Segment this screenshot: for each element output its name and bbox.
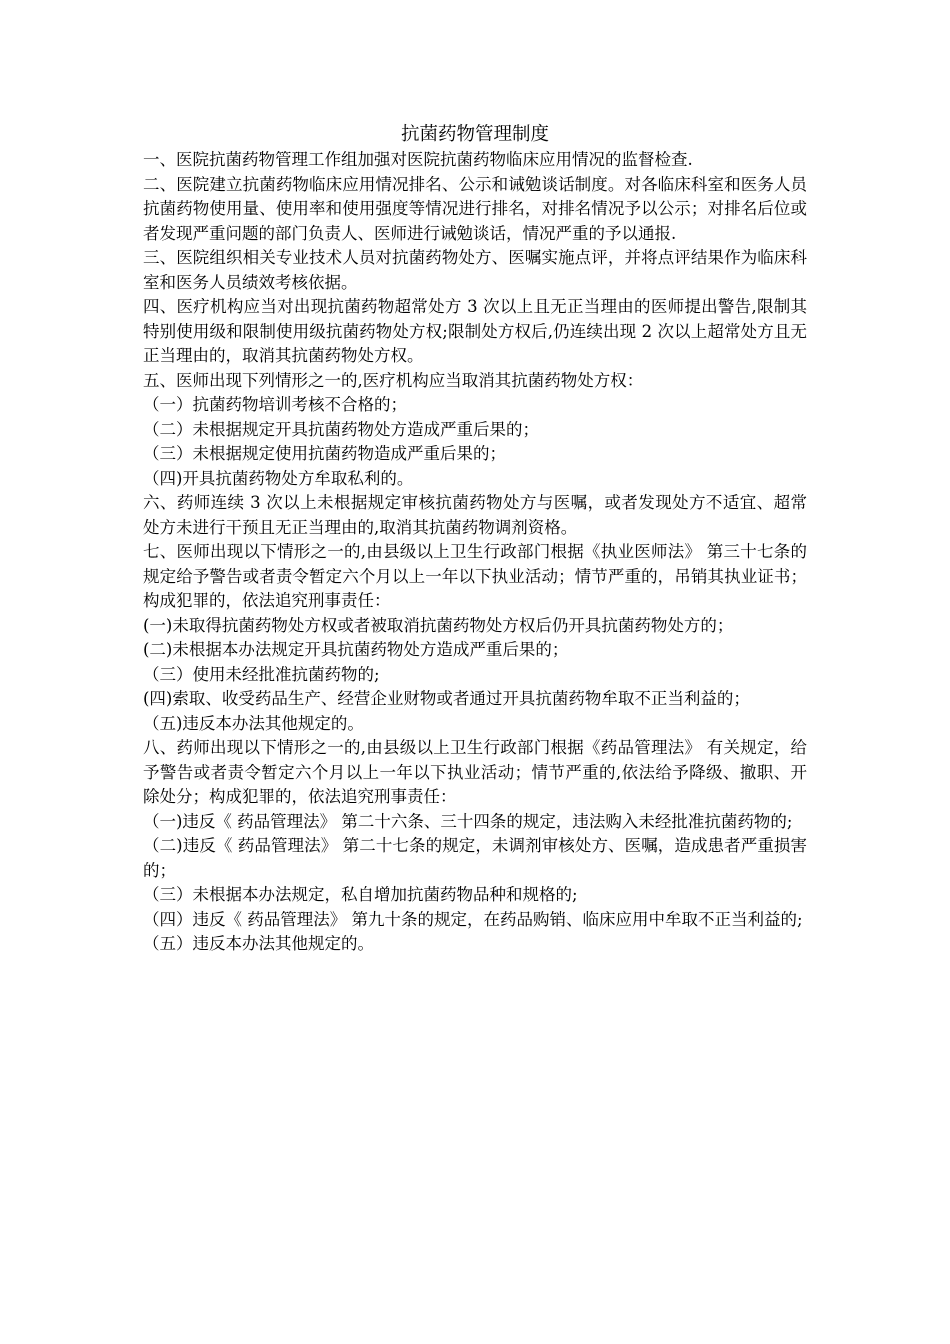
paragraph-7-item-5: （五)违反本办法其他规定的。 bbox=[143, 713, 364, 733]
paragraph-7-item-2: (二)未根据本办法规定开具抗菌药物处方造成严重后果的； bbox=[143, 640, 569, 659]
paragraph-5: 五、医师出现下列情形之一的,医疗机构应当取消其抗菌药物处方权： bbox=[143, 370, 644, 390]
paragraph-5-item-2: （二）未根据规定开具抗菌药物处方造成严重后果的； bbox=[143, 419, 539, 439]
paragraph-6: 六、药师连续 3 次以上未根据规定审核抗菌药物处方与医嘱，或者发现处方不适宜、超常处方未进行干预且无正当理由的,取消其抗菌药物调剂资格。 bbox=[143, 493, 807, 537]
paragraph-5-item-1: （一）抗菌药物培训考核不合格的； bbox=[143, 395, 407, 414]
paragraph-4: 四、医疗机构应当对出现抗菌药物超常处方 3 次以上且无正当理由的医师提出警告,限制其特别使用级和限制使用级抗菌药物处方权;限制处方权后,仍连续出现 2 次以上超常处方且无正当理由的，取消其抗菌药物处方权。 bbox=[143, 297, 807, 365]
paragraph-7: 七、医师出现以下情形之一的,由县级以上卫生行政部门根据《执业医师法》 第三十七条的规定给予警告或者责令暂定六个月以上一年以下执业活动；情节严重的，吊销其执业证书；构成犯罪的，依法追究刑事责任： bbox=[143, 542, 807, 610]
paragraph-8-item-1: （一)违反《 药品管理法》 第二十六条、三十四条的规定，违法购入未经批准抗菌药物的; bbox=[143, 811, 793, 831]
paragraph-5-item-3: （三）未根据规定使用抗菌药物造成严重后果的； bbox=[143, 444, 506, 463]
paragraph-1: 一、医院抗菌药物管理工作组加强对医院抗菌药物临床应用情况的监督检查. bbox=[143, 150, 693, 169]
paragraph-7-item-4: (四)索取、收受药品生产、经营企业财物或者通过开具抗菌药物牟取不正当利益的； bbox=[143, 689, 750, 708]
paragraph-2: 二、医院建立抗菌药物临床应用情况排名、公示和诫勉谈话制度。对各临床科室和医务人员抗菌药物使用量、使用率和使用强度等情况进行排名，对排名情况予以公示；对排名后位或者发现严重问题的部门负责人、医师进行诫勉谈话，情况严重的予以通报. bbox=[143, 174, 807, 243]
paragraph-3: 三、医院组织相关专业技术人员对抗菌药物处方、医嘱实施点评，并将点评结果作为临床科室和医务人员绩效考核依据。 bbox=[143, 248, 807, 292]
document-page bbox=[143, 122, 807, 957]
paragraph-5-item-4: （四)开具抗菌药物处方牟取私利的。 bbox=[143, 468, 414, 488]
paragraph-8-item-2: （二)违反《 药品管理法》 第二十七条的规定，未调剂审核处方、医嘱，造成患者严重损害的； bbox=[143, 836, 807, 880]
paragraph-7-item-1: (一)未取得抗菌药物处方权或者被取消抗菌药物处方权后仍开具抗菌药物处方的； bbox=[143, 615, 734, 635]
paragraph-8-item-4: （四）违反《 药品管理法》 第九十条的规定，在药品购销、临床应用中牟取不正当利益的; bbox=[143, 909, 803, 929]
document-title: 抗菌药物管理制度 bbox=[400, 124, 549, 145]
paragraph-8-item-5: （五）违反本办法其他规定的。 bbox=[143, 934, 374, 953]
paragraph-8: 八、药师出现以下情形之一的,由县级以上卫生行政部门根据《药品管理法》 有关规定，给予警告或者责令暂定六个月以上一年以下执业活动；情节严重的,依法给予降级、撤职、开除处分；构成犯罪的，依法追究刑事责任： bbox=[143, 738, 807, 806]
paragraph-7-item-3: （三）使用未经批准抗菌药物的; bbox=[143, 664, 380, 684]
paragraph-8-item-3: （三）未根据本办法规定，私自增加抗菌药物品种和规格的; bbox=[143, 885, 578, 904]
